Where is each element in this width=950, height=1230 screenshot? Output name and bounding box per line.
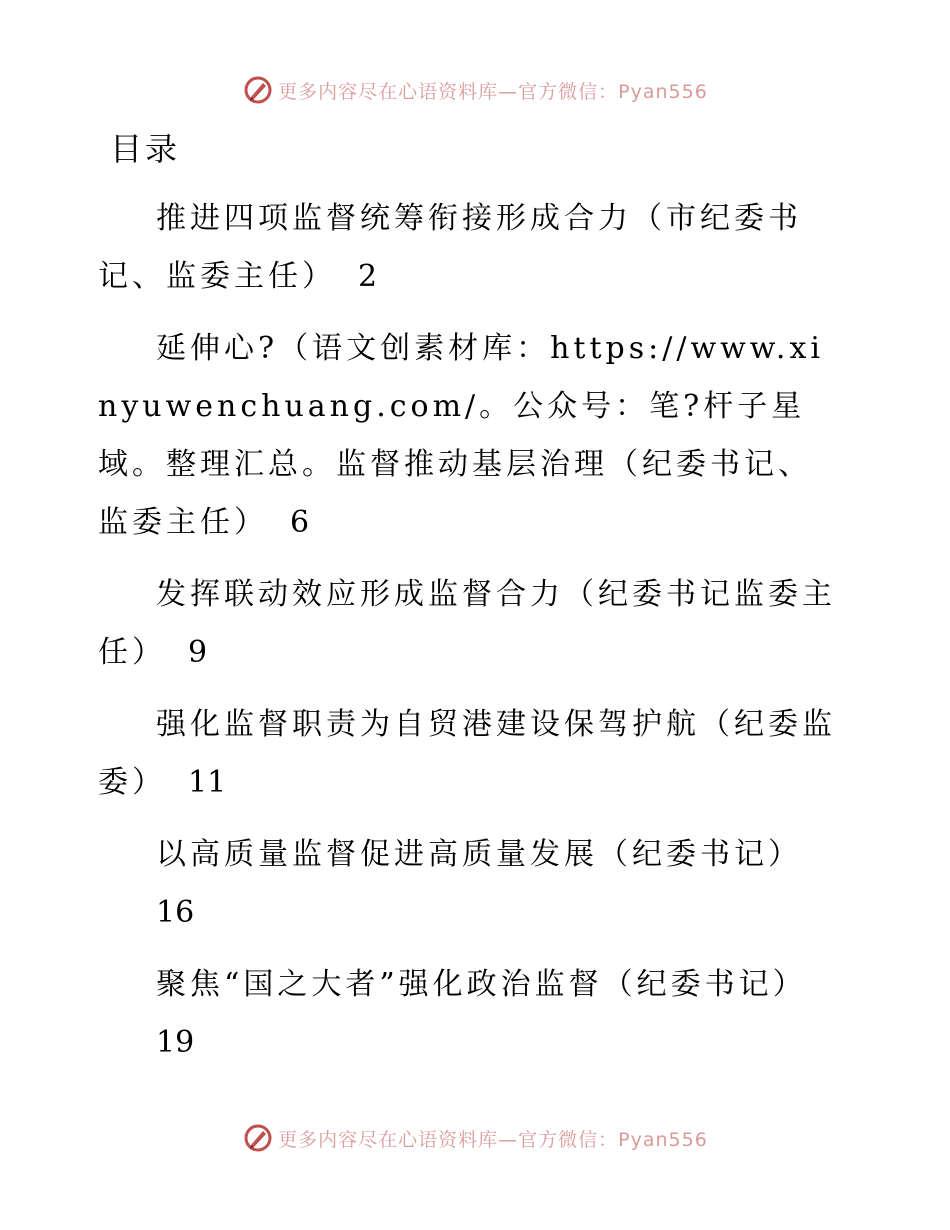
header-banner [0, 70, 950, 110]
toc-entry[interactable] [98, 696, 838, 812]
header-banner-content [242, 74, 708, 106]
toc-entry[interactable] [98, 190, 838, 306]
toc-entry-page: 11 [188, 765, 227, 800]
toc-entry-page: 19 [156, 1025, 195, 1060]
header-banner-text: 更多内容尽在心语资料库—官方微信：Pyan556 [278, 80, 708, 103]
toc-entry-page: 16 [156, 895, 195, 930]
toc-entry[interactable] [98, 320, 838, 552]
toc-entry-title: 推进四项监督统筹衔接形成合力（市纪委书记、监委主任） [98, 201, 802, 294]
toc-entry-page: 9 [188, 635, 208, 670]
footer-banner-text: 更多内容尽在心语资料库—官方微信：Pyan556 [278, 1128, 708, 1151]
toc-entry-title: 以高质量监督促进高质量发展（纪委书记） [156, 837, 802, 872]
toc-entry-title: 发挥联动效应形成监督合力（纪委书记监委主任） [98, 577, 836, 670]
toc-entry-title: 强化监督职责为自贸港建设保驾护航（纪委监委） [98, 707, 836, 800]
footer-banner-content [242, 1122, 708, 1154]
toc-entry-page: 2 [358, 259, 378, 294]
toc-entry[interactable] [98, 956, 838, 1072]
toc-entry-page: 6 [290, 505, 310, 540]
toc-entry-title: 延伸心?（语文创素材库：https://www.xinyuwenchuang.com/。公众号：笔?杆子星域。整理汇总。监督推动基层治理（纪委书记、监委主任） [98, 331, 824, 540]
toc-entry[interactable] [98, 566, 838, 682]
toc-title: 目录 [110, 130, 181, 168]
toc-entry[interactable] [98, 826, 838, 942]
footer-banner [0, 1118, 950, 1158]
toc-entry-title: 聚焦“国之大者”强化政治监督（纪委书记） [156, 967, 807, 1002]
table-of-contents [98, 190, 838, 1086]
pen-logo-icon [242, 1122, 274, 1154]
pen-logo-icon [242, 74, 274, 106]
